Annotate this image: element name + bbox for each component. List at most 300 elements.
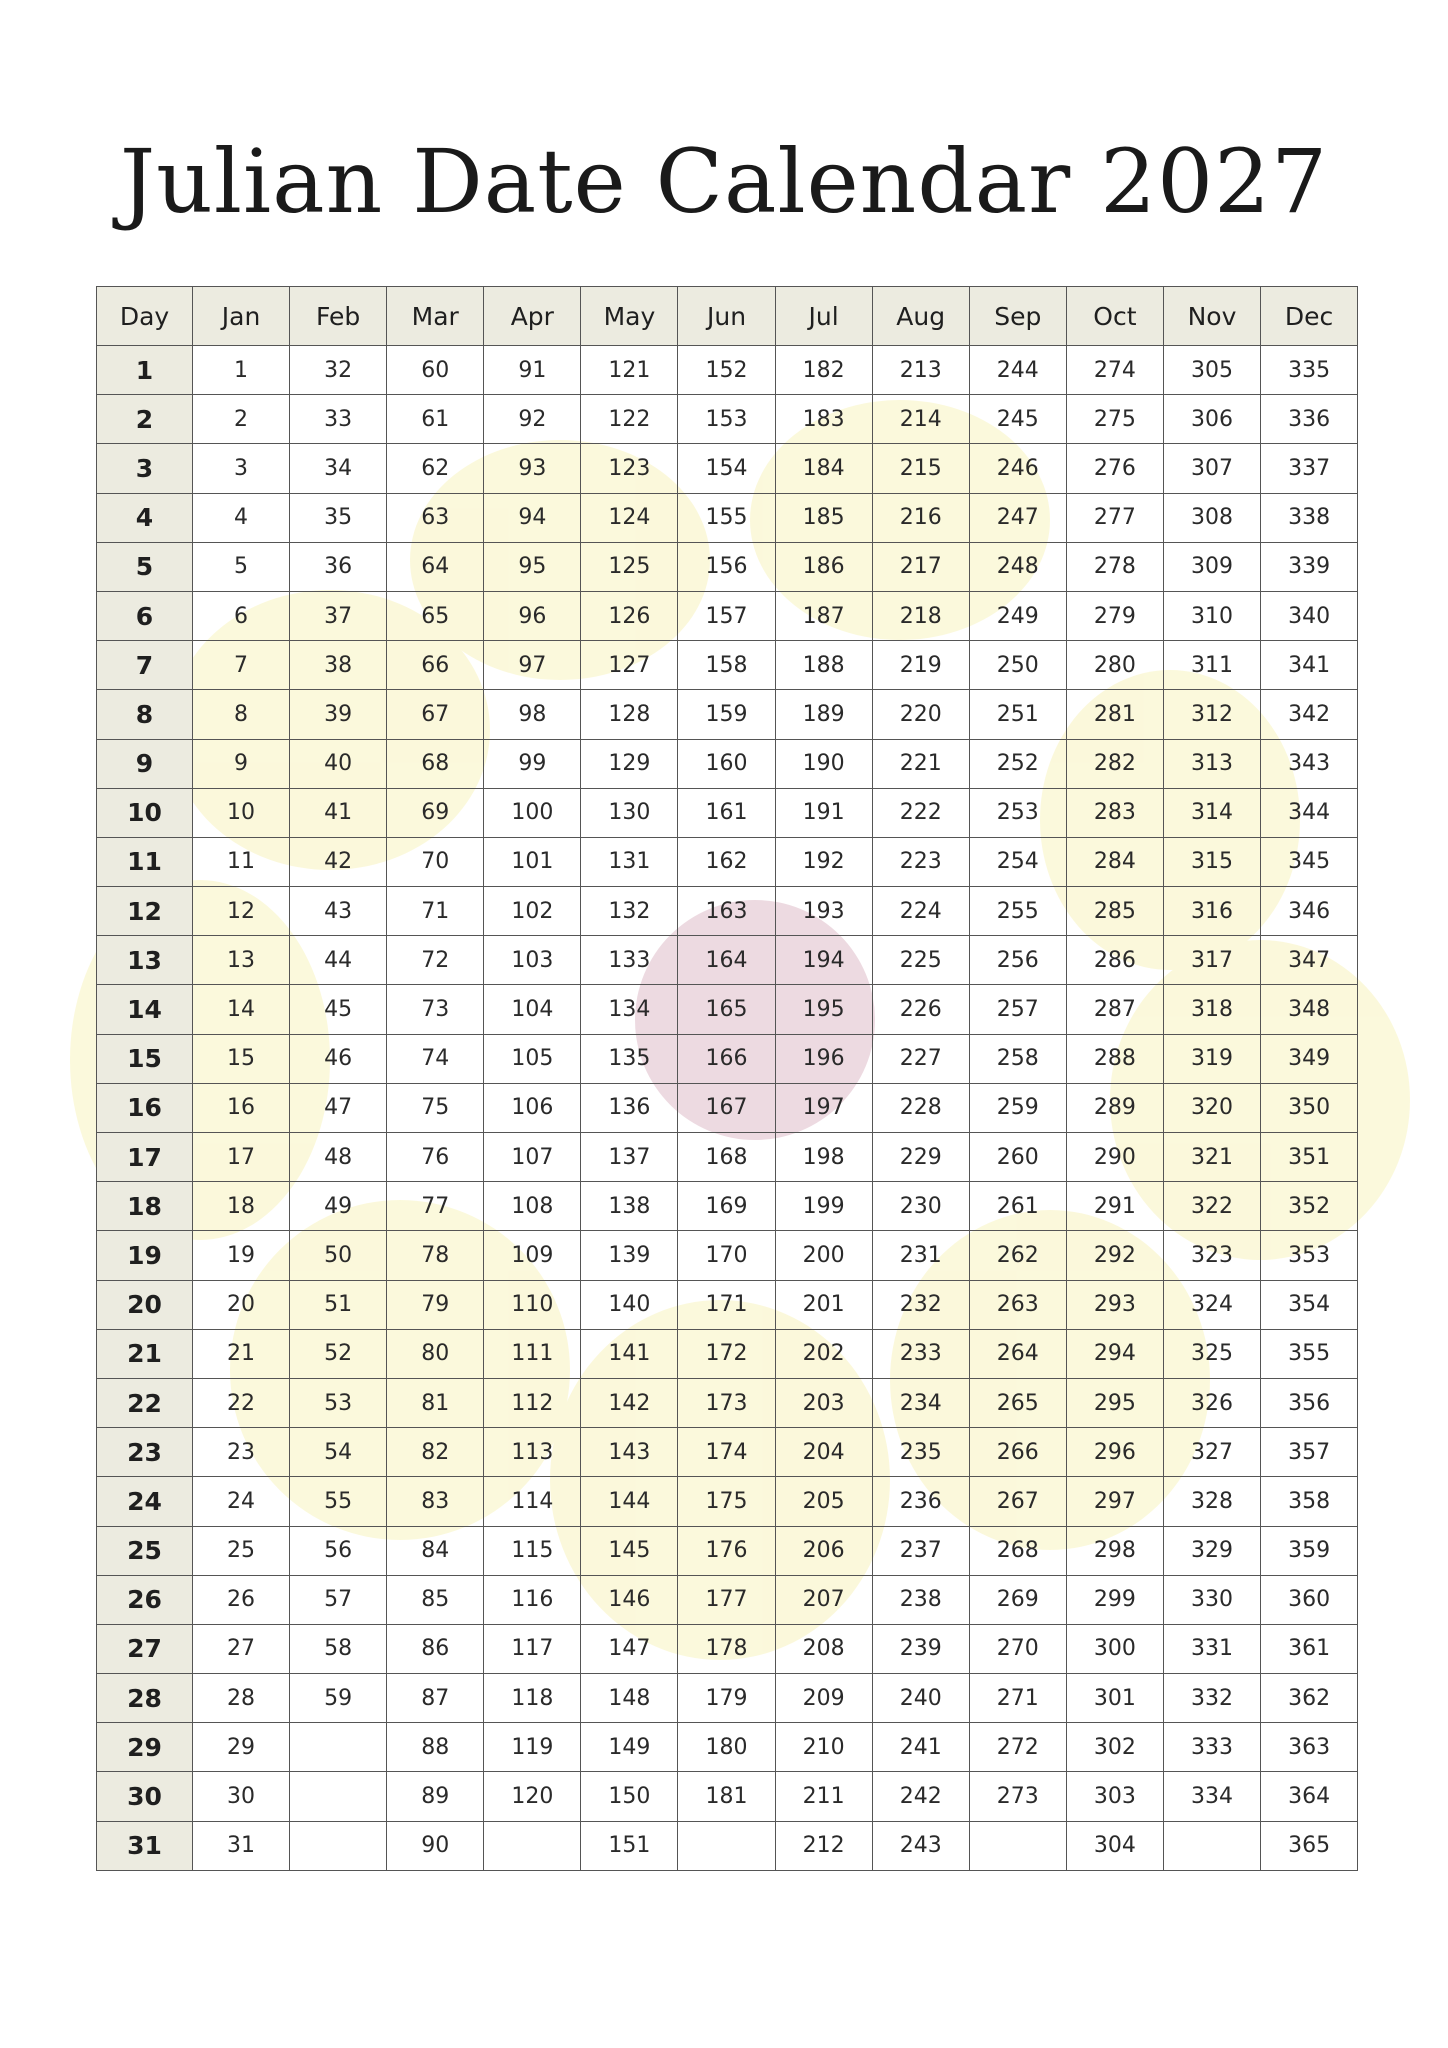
julian-date-cell: 134	[581, 985, 678, 1034]
table-row	[97, 1133, 1358, 1182]
table-row	[97, 1575, 1358, 1624]
julian-date-cell: 193	[775, 887, 872, 936]
table-row	[97, 1624, 1358, 1673]
julian-date-cell: 336	[1261, 395, 1358, 444]
julian-date-cell: 248	[969, 542, 1066, 591]
julian-date-cell: 37	[290, 591, 387, 640]
day-number-cell: 10	[97, 788, 193, 837]
julian-date-cell: 181	[678, 1772, 775, 1821]
julian-date-cell: 203	[775, 1378, 872, 1427]
julian-date-cell: 310	[1163, 591, 1260, 640]
julian-date-cell: 48	[290, 1133, 387, 1182]
julian-date-cell: 70	[387, 837, 484, 886]
julian-date-cell: 83	[387, 1477, 484, 1526]
julian-date-cell: 144	[581, 1477, 678, 1526]
julian-date-cell: 216	[872, 493, 969, 542]
julian-date-cell: 278	[1066, 542, 1163, 591]
julian-date-cell: 121	[581, 346, 678, 395]
julian-date-cell: 361	[1261, 1624, 1358, 1673]
julian-date-cell: 166	[678, 1034, 775, 1083]
julian-date-cell: 22	[193, 1378, 290, 1427]
header-month: Jun	[678, 287, 775, 346]
julian-date-cell: 40	[290, 739, 387, 788]
julian-date-cell: 348	[1261, 985, 1358, 1034]
day-number-cell: 9	[97, 739, 193, 788]
julian-date-cell: 159	[678, 690, 775, 739]
julian-date-cell: 74	[387, 1034, 484, 1083]
julian-date-cell: 312	[1163, 690, 1260, 739]
julian-date-cell: 313	[1163, 739, 1260, 788]
julian-date-cell: 156	[678, 542, 775, 591]
julian-date-cell: 72	[387, 936, 484, 985]
julian-date-cell: 15	[193, 1034, 290, 1083]
julian-date-cell: 204	[775, 1428, 872, 1477]
julian-date-cell: 324	[1163, 1280, 1260, 1329]
julian-date-cell: 117	[484, 1624, 581, 1673]
julian-date-cell: 200	[775, 1231, 872, 1280]
julian-date-cell: 130	[581, 788, 678, 837]
julian-date-cell: 147	[581, 1624, 678, 1673]
julian-date-cell: 307	[1163, 444, 1260, 493]
julian-date-cell: 65	[387, 591, 484, 640]
julian-date-cell: 148	[581, 1674, 678, 1723]
julian-date-cell: 164	[678, 936, 775, 985]
julian-date-cell: 139	[581, 1231, 678, 1280]
table-row	[97, 739, 1358, 788]
day-number-cell: 17	[97, 1133, 193, 1182]
julian-date-cell: 184	[775, 444, 872, 493]
julian-date-cell: 266	[969, 1428, 1066, 1477]
julian-date-cell: 157	[678, 591, 775, 640]
julian-date-cell: 318	[1163, 985, 1260, 1034]
julian-date-cell: 317	[1163, 936, 1260, 985]
julian-date-cell: 279	[1066, 591, 1163, 640]
julian-date-cell: 342	[1261, 690, 1358, 739]
julian-date-cell: 161	[678, 788, 775, 837]
julian-date-cell	[969, 1821, 1066, 1870]
julian-date-cell: 323	[1163, 1231, 1260, 1280]
julian-date-cell: 112	[484, 1378, 581, 1427]
day-number-cell: 29	[97, 1723, 193, 1772]
julian-date-cell: 345	[1261, 837, 1358, 886]
julian-date-cell: 158	[678, 641, 775, 690]
julian-date-cell: 285	[1066, 887, 1163, 936]
julian-date-cell: 35	[290, 493, 387, 542]
header-month: Mar	[387, 287, 484, 346]
julian-date-cell: 327	[1163, 1428, 1260, 1477]
day-number-cell: 11	[97, 837, 193, 886]
julian-date-cell: 42	[290, 837, 387, 886]
julian-date-cell: 352	[1261, 1182, 1358, 1231]
julian-date-cell: 150	[581, 1772, 678, 1821]
julian-date-cell: 162	[678, 837, 775, 886]
julian-date-cell: 95	[484, 542, 581, 591]
julian-date-cell: 81	[387, 1378, 484, 1427]
julian-date-cell: 241	[872, 1723, 969, 1772]
julian-date-cell: 54	[290, 1428, 387, 1477]
julian-date-cell: 243	[872, 1821, 969, 1870]
julian-date-cell: 338	[1261, 493, 1358, 542]
julian-date-cell: 230	[872, 1182, 969, 1231]
julian-date-cell: 149	[581, 1723, 678, 1772]
julian-date-cell: 122	[581, 395, 678, 444]
julian-date-cell: 170	[678, 1231, 775, 1280]
julian-date-cell: 350	[1261, 1083, 1358, 1132]
day-number-cell: 2	[97, 395, 193, 444]
julian-date-cell: 234	[872, 1378, 969, 1427]
julian-date-cell: 198	[775, 1133, 872, 1182]
day-number-cell: 25	[97, 1526, 193, 1575]
julian-date-cell: 30	[193, 1772, 290, 1821]
julian-date-cell: 337	[1261, 444, 1358, 493]
julian-date-cell: 195	[775, 985, 872, 1034]
julian-date-cell: 78	[387, 1231, 484, 1280]
julian-date-cell: 104	[484, 985, 581, 1034]
julian-date-cell: 49	[290, 1182, 387, 1231]
julian-date-cell: 231	[872, 1231, 969, 1280]
julian-date-cell: 246	[969, 444, 1066, 493]
julian-date-cell: 105	[484, 1034, 581, 1083]
day-number-cell: 18	[97, 1182, 193, 1231]
table-row	[97, 1378, 1358, 1427]
julian-date-cell: 194	[775, 936, 872, 985]
julian-date-cell: 291	[1066, 1182, 1163, 1231]
julian-date-cell: 137	[581, 1133, 678, 1182]
julian-date-cell: 20	[193, 1280, 290, 1329]
julian-date-cell: 154	[678, 444, 775, 493]
julian-date-cell: 88	[387, 1723, 484, 1772]
julian-date-cell: 277	[1066, 493, 1163, 542]
julian-date-cell: 233	[872, 1329, 969, 1378]
julian-date-cell: 114	[484, 1477, 581, 1526]
julian-date-cell: 126	[581, 591, 678, 640]
julian-date-cell: 6	[193, 591, 290, 640]
julian-date-cell: 219	[872, 641, 969, 690]
julian-date-cell: 71	[387, 887, 484, 936]
julian-date-cell: 67	[387, 690, 484, 739]
julian-date-cell: 63	[387, 493, 484, 542]
julian-date-cell: 340	[1261, 591, 1358, 640]
julian-date-cell: 107	[484, 1133, 581, 1182]
julian-calendar-table	[96, 286, 1358, 1871]
julian-date-cell: 244	[969, 346, 1066, 395]
julian-date-cell: 106	[484, 1083, 581, 1132]
julian-date-cell: 210	[775, 1723, 872, 1772]
table-header	[97, 287, 1358, 346]
julian-date-cell: 226	[872, 985, 969, 1034]
day-number-cell: 15	[97, 1034, 193, 1083]
julian-date-cell: 347	[1261, 936, 1358, 985]
julian-date-cell: 21	[193, 1329, 290, 1378]
julian-date-cell: 179	[678, 1674, 775, 1723]
julian-date-cell: 167	[678, 1083, 775, 1132]
julian-date-cell: 116	[484, 1575, 581, 1624]
table-body	[97, 346, 1358, 1871]
julian-date-cell: 50	[290, 1231, 387, 1280]
julian-date-cell: 75	[387, 1083, 484, 1132]
julian-date-cell: 174	[678, 1428, 775, 1477]
julian-date-cell: 110	[484, 1280, 581, 1329]
header-month: Feb	[290, 287, 387, 346]
day-number-cell: 12	[97, 887, 193, 936]
julian-date-cell	[290, 1723, 387, 1772]
julian-date-cell: 343	[1261, 739, 1358, 788]
julian-date-cell: 86	[387, 1624, 484, 1673]
julian-date-cell: 208	[775, 1624, 872, 1673]
julian-date-cell: 1	[193, 346, 290, 395]
day-number-cell: 8	[97, 690, 193, 739]
julian-date-cell: 354	[1261, 1280, 1358, 1329]
table-row	[97, 1526, 1358, 1575]
julian-date-cell: 215	[872, 444, 969, 493]
julian-date-cell: 283	[1066, 788, 1163, 837]
julian-date-cell: 293	[1066, 1280, 1163, 1329]
julian-date-cell: 59	[290, 1674, 387, 1723]
julian-date-cell: 201	[775, 1280, 872, 1329]
julian-date-cell: 187	[775, 591, 872, 640]
julian-date-cell: 66	[387, 641, 484, 690]
julian-date-cell: 135	[581, 1034, 678, 1083]
julian-date-cell: 19	[193, 1231, 290, 1280]
day-number-cell: 27	[97, 1624, 193, 1673]
julian-date-cell: 31	[193, 1821, 290, 1870]
julian-date-cell: 220	[872, 690, 969, 739]
julian-date-cell: 349	[1261, 1034, 1358, 1083]
julian-date-cell: 237	[872, 1526, 969, 1575]
julian-date-cell: 264	[969, 1329, 1066, 1378]
julian-date-cell: 4	[193, 493, 290, 542]
julian-date-cell: 364	[1261, 1772, 1358, 1821]
julian-date-cell: 363	[1261, 1723, 1358, 1772]
julian-date-cell: 41	[290, 788, 387, 837]
julian-date-cell: 39	[290, 690, 387, 739]
julian-date-cell: 308	[1163, 493, 1260, 542]
julian-date-cell: 286	[1066, 936, 1163, 985]
julian-date-cell: 224	[872, 887, 969, 936]
header-month: Oct	[1066, 287, 1163, 346]
table-row	[97, 1821, 1358, 1870]
julian-date-cell: 175	[678, 1477, 775, 1526]
julian-date-cell: 113	[484, 1428, 581, 1477]
julian-date-cell: 326	[1163, 1378, 1260, 1427]
julian-date-cell: 332	[1163, 1674, 1260, 1723]
julian-date-cell: 26	[193, 1575, 290, 1624]
day-number-cell: 16	[97, 1083, 193, 1132]
julian-date-cell: 64	[387, 542, 484, 591]
julian-date-cell: 282	[1066, 739, 1163, 788]
julian-date-cell: 73	[387, 985, 484, 1034]
julian-date-cell: 145	[581, 1526, 678, 1575]
julian-date-cell: 251	[969, 690, 1066, 739]
header-month: Aug	[872, 287, 969, 346]
julian-date-cell: 177	[678, 1575, 775, 1624]
julian-date-cell: 298	[1066, 1526, 1163, 1575]
julian-date-cell: 320	[1163, 1083, 1260, 1132]
table-row	[97, 985, 1358, 1034]
julian-date-cell: 29	[193, 1723, 290, 1772]
julian-date-cell: 43	[290, 887, 387, 936]
day-number-cell: 23	[97, 1428, 193, 1477]
julian-date-cell: 271	[969, 1674, 1066, 1723]
table-row	[97, 1772, 1358, 1821]
table-row	[97, 1329, 1358, 1378]
table-row	[97, 936, 1358, 985]
julian-date-cell: 357	[1261, 1428, 1358, 1477]
julian-date-cell: 58	[290, 1624, 387, 1673]
julian-date-cell: 256	[969, 936, 1066, 985]
julian-date-cell: 339	[1261, 542, 1358, 591]
julian-date-cell: 25	[193, 1526, 290, 1575]
julian-date-cell: 206	[775, 1526, 872, 1575]
julian-date-cell: 91	[484, 346, 581, 395]
julian-date-cell: 288	[1066, 1034, 1163, 1083]
table-row	[97, 444, 1358, 493]
julian-date-cell: 96	[484, 591, 581, 640]
julian-date-cell: 218	[872, 591, 969, 640]
julian-date-cell: 60	[387, 346, 484, 395]
julian-date-cell: 263	[969, 1280, 1066, 1329]
julian-date-cell: 275	[1066, 395, 1163, 444]
julian-date-cell: 102	[484, 887, 581, 936]
julian-date-cell: 16	[193, 1083, 290, 1132]
julian-date-cell: 89	[387, 1772, 484, 1821]
julian-date-cell: 190	[775, 739, 872, 788]
julian-date-cell: 62	[387, 444, 484, 493]
julian-date-cell: 176	[678, 1526, 775, 1575]
julian-date-cell: 292	[1066, 1231, 1163, 1280]
table-row	[97, 346, 1358, 395]
julian-date-cell: 183	[775, 395, 872, 444]
julian-date-cell: 238	[872, 1575, 969, 1624]
julian-date-cell: 129	[581, 739, 678, 788]
julian-date-cell: 192	[775, 837, 872, 886]
julian-date-cell: 127	[581, 641, 678, 690]
julian-date-cell: 138	[581, 1182, 678, 1231]
julian-date-cell: 125	[581, 542, 678, 591]
julian-date-cell: 281	[1066, 690, 1163, 739]
julian-date-cell: 297	[1066, 1477, 1163, 1526]
julian-date-cell: 240	[872, 1674, 969, 1723]
julian-date-cell: 229	[872, 1133, 969, 1182]
julian-date-cell: 52	[290, 1329, 387, 1378]
julian-date-cell: 334	[1163, 1772, 1260, 1821]
julian-date-cell: 351	[1261, 1133, 1358, 1182]
julian-date-cell: 205	[775, 1477, 872, 1526]
julian-date-cell: 46	[290, 1034, 387, 1083]
julian-date-cell: 346	[1261, 887, 1358, 936]
julian-date-cell: 14	[193, 985, 290, 1034]
julian-date-cell: 267	[969, 1477, 1066, 1526]
julian-date-cell: 242	[872, 1772, 969, 1821]
julian-date-cell: 44	[290, 936, 387, 985]
julian-date-cell: 23	[193, 1428, 290, 1477]
julian-date-cell: 119	[484, 1723, 581, 1772]
julian-date-cell: 152	[678, 346, 775, 395]
julian-date-cell: 61	[387, 395, 484, 444]
julian-date-cell: 258	[969, 1034, 1066, 1083]
julian-date-cell: 99	[484, 739, 581, 788]
julian-date-cell: 255	[969, 887, 1066, 936]
julian-date-cell: 261	[969, 1182, 1066, 1231]
julian-date-cell: 131	[581, 837, 678, 886]
julian-date-cell: 103	[484, 936, 581, 985]
table-row	[97, 1083, 1358, 1132]
julian-date-cell: 296	[1066, 1428, 1163, 1477]
table-row	[97, 1182, 1358, 1231]
julian-date-cell: 270	[969, 1624, 1066, 1673]
julian-date-cell: 90	[387, 1821, 484, 1870]
julian-date-cell: 290	[1066, 1133, 1163, 1182]
day-number-cell: 21	[97, 1329, 193, 1378]
day-number-cell: 1	[97, 346, 193, 395]
julian-date-cell: 68	[387, 739, 484, 788]
julian-date-cell: 362	[1261, 1674, 1358, 1723]
julian-date-cell: 140	[581, 1280, 678, 1329]
julian-date-cell: 33	[290, 395, 387, 444]
julian-date-cell: 92	[484, 395, 581, 444]
julian-date-cell: 301	[1066, 1674, 1163, 1723]
julian-date-cell: 303	[1066, 1772, 1163, 1821]
julian-date-cell: 98	[484, 690, 581, 739]
table-row	[97, 1723, 1358, 1772]
julian-date-cell: 319	[1163, 1034, 1260, 1083]
julian-date-cell: 228	[872, 1083, 969, 1132]
julian-date-cell: 69	[387, 788, 484, 837]
julian-date-cell: 212	[775, 1821, 872, 1870]
julian-date-cell: 268	[969, 1526, 1066, 1575]
julian-date-cell: 191	[775, 788, 872, 837]
julian-date-cell: 115	[484, 1526, 581, 1575]
julian-date-cell: 141	[581, 1329, 678, 1378]
julian-date-cell: 155	[678, 493, 775, 542]
julian-date-cell: 321	[1163, 1133, 1260, 1182]
julian-date-cell: 209	[775, 1674, 872, 1723]
julian-date-cell: 182	[775, 346, 872, 395]
julian-date-cell: 12	[193, 887, 290, 936]
julian-date-cell: 36	[290, 542, 387, 591]
julian-date-cell: 76	[387, 1133, 484, 1182]
julian-date-cell: 232	[872, 1280, 969, 1329]
header-day: Day	[97, 287, 193, 346]
julian-date-cell: 335	[1261, 346, 1358, 395]
julian-date-cell: 123	[581, 444, 678, 493]
julian-date-cell: 341	[1261, 641, 1358, 690]
julian-date-cell: 171	[678, 1280, 775, 1329]
julian-date-cell: 32	[290, 346, 387, 395]
julian-date-cell: 356	[1261, 1378, 1358, 1427]
julian-date-cell: 311	[1163, 641, 1260, 690]
julian-date-cell: 316	[1163, 887, 1260, 936]
julian-date-cell: 295	[1066, 1378, 1163, 1427]
julian-date-cell: 85	[387, 1575, 484, 1624]
table-row	[97, 1231, 1358, 1280]
julian-date-cell: 253	[969, 788, 1066, 837]
julian-date-cell: 289	[1066, 1083, 1163, 1132]
day-number-cell: 30	[97, 1772, 193, 1821]
julian-date-cell: 168	[678, 1133, 775, 1182]
julian-date-cell: 247	[969, 493, 1066, 542]
julian-date-cell: 18	[193, 1182, 290, 1231]
julian-date-cell: 79	[387, 1280, 484, 1329]
julian-date-cell: 55	[290, 1477, 387, 1526]
day-number-cell: 3	[97, 444, 193, 493]
julian-date-cell: 207	[775, 1575, 872, 1624]
julian-date-cell: 132	[581, 887, 678, 936]
julian-date-cell: 124	[581, 493, 678, 542]
julian-date-cell: 333	[1163, 1723, 1260, 1772]
julian-date-cell: 93	[484, 444, 581, 493]
julian-date-cell: 120	[484, 1772, 581, 1821]
